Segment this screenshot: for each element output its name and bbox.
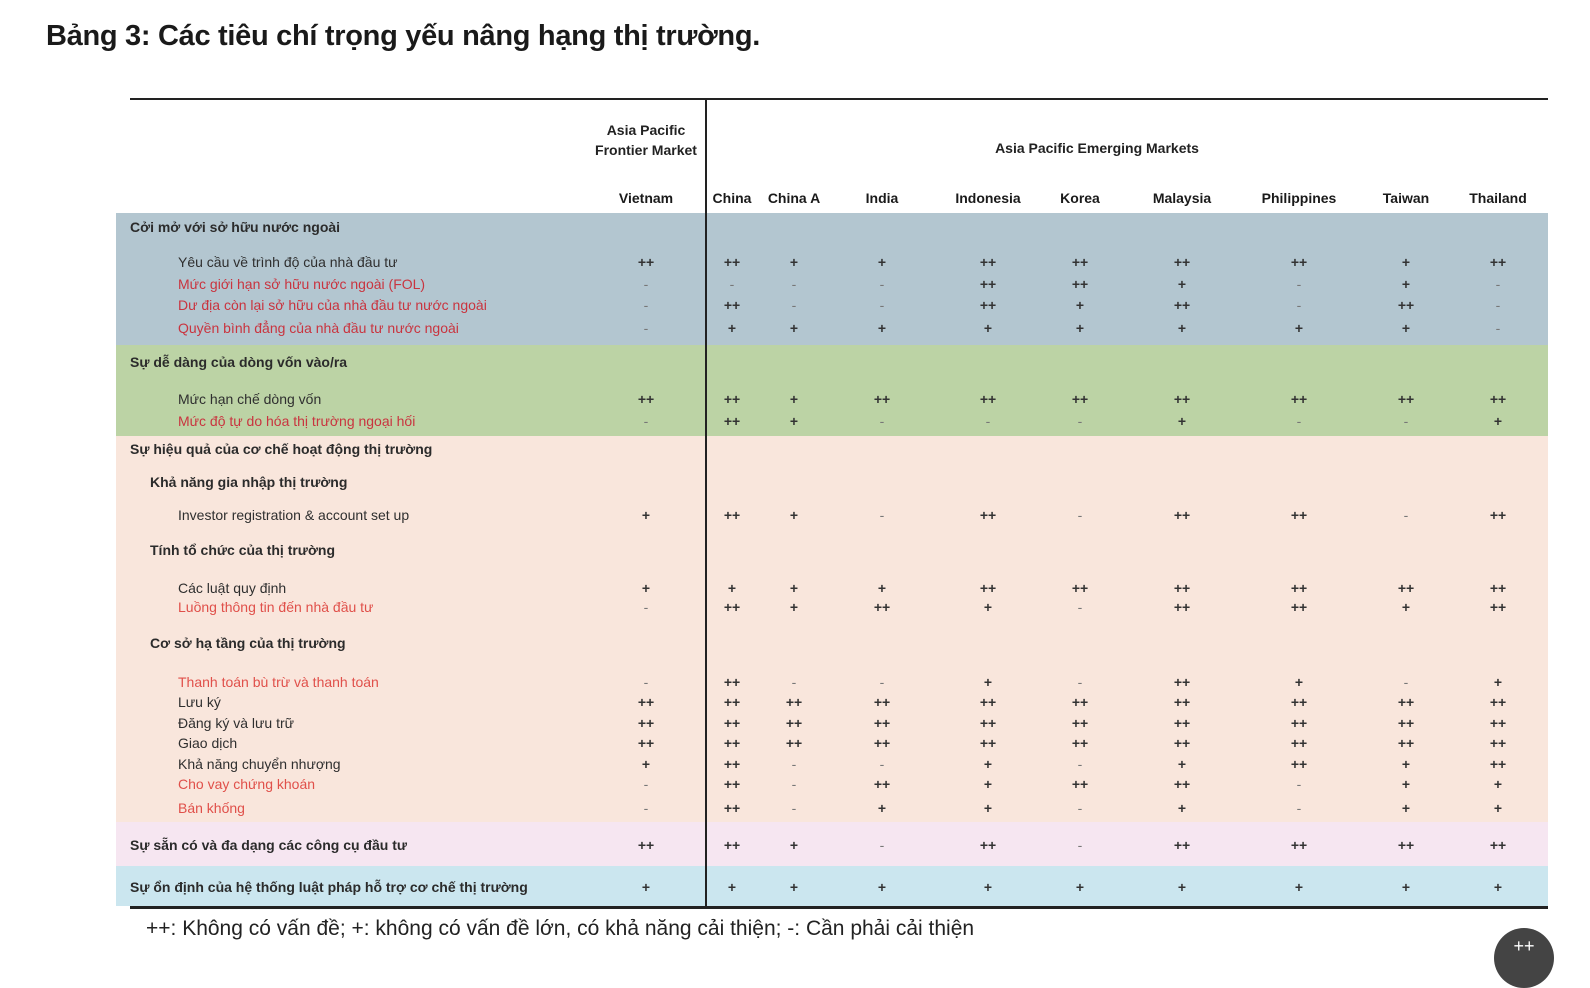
rating-cell: ++ xyxy=(723,776,741,792)
rating-cell: + xyxy=(641,507,651,523)
table-row xyxy=(116,274,1548,294)
rating-cell: + xyxy=(983,800,993,816)
rating-cell: + xyxy=(1401,879,1411,895)
rating-cell: ++ xyxy=(1290,599,1308,615)
rating-cell: - xyxy=(1077,837,1083,853)
table-row xyxy=(116,597,1548,617)
rating-cell: ++ xyxy=(637,715,655,731)
rating-cell: + xyxy=(1401,776,1411,792)
country-header: India xyxy=(865,190,899,206)
rating-cell: + xyxy=(1177,800,1187,816)
row-label: Cởi mở với sở hữu nước ngoài xyxy=(130,219,341,235)
rating-cell: + xyxy=(789,254,799,270)
rating-cell: + xyxy=(877,254,887,270)
rating-cell: ++ xyxy=(1290,254,1308,270)
rating-cell: ++ xyxy=(979,297,997,313)
page-title: Bảng 3: Các tiêu chí trọng yếu nâng hạng thị trường. xyxy=(46,20,760,52)
country-header: Taiwan xyxy=(1382,190,1430,206)
country-header: Philippines xyxy=(1261,190,1337,206)
rating-cell: ++ xyxy=(1397,735,1415,751)
rating-cell: + xyxy=(1401,276,1411,292)
rating-cell: - xyxy=(791,276,797,292)
row-label: Khả năng chuyển nhượng xyxy=(178,756,341,772)
row-label: Cho vay chứng khoán xyxy=(178,776,316,792)
rating-cell: + xyxy=(789,837,799,853)
rating-cell: + xyxy=(1177,413,1187,429)
header-frontier-line-2: Frontier Market xyxy=(595,142,697,158)
rating-cell: - xyxy=(1495,297,1501,313)
rating-cell: ++ xyxy=(723,715,741,731)
criteria-table xyxy=(116,98,1548,924)
rating-cell: - xyxy=(1495,320,1501,336)
rating-cell: - xyxy=(1296,776,1302,792)
rating-cell: - xyxy=(791,800,797,816)
rating-cell: ++ xyxy=(1397,694,1415,710)
header-frontier-market xyxy=(586,120,706,160)
rating-cell: + xyxy=(789,599,799,615)
rating-cell: + xyxy=(877,580,887,596)
rating-cell: + xyxy=(641,756,651,772)
table-row xyxy=(116,472,1548,492)
rating-cell: ++ xyxy=(979,735,997,751)
rating-cell: ++ xyxy=(1290,756,1308,772)
rating-cell: ++ xyxy=(1397,715,1415,731)
rating-cell: + xyxy=(1294,879,1304,895)
rating-cell: ++ xyxy=(1173,599,1191,615)
rating-cell: ++ xyxy=(723,735,741,751)
country-header: Indonesia xyxy=(955,190,1021,206)
rating-cell: ++ xyxy=(723,254,741,270)
rating-cell: ++ xyxy=(1173,297,1191,313)
rating-cell: - xyxy=(1077,413,1083,429)
rating-cell: - xyxy=(643,320,649,336)
rating-cell: + xyxy=(1493,674,1503,690)
rating-cell: + xyxy=(1493,776,1503,792)
table-row xyxy=(116,733,1548,753)
rating-cell: + xyxy=(1294,674,1304,690)
rating-cell: ++ xyxy=(1489,694,1507,710)
rating-cell: ++ xyxy=(723,413,741,429)
rating-cell: ++ xyxy=(1173,507,1191,523)
rating-cell: - xyxy=(643,413,649,429)
row-label: Luồng thông tin đến nhà đầu tư xyxy=(178,599,374,615)
rating-cell: - xyxy=(643,276,649,292)
rating-cell: ++ xyxy=(1290,507,1308,523)
rating-cell: ++ xyxy=(637,837,655,853)
rating-cell: + xyxy=(1401,320,1411,336)
rating-cell: - xyxy=(879,413,885,429)
rating-cell: - xyxy=(791,297,797,313)
row-label: Sự sẵn có và đa dạng các công cụ đầu tư xyxy=(130,837,408,853)
rating-cell: + xyxy=(877,879,887,895)
rating-cell: ++ xyxy=(1290,694,1308,710)
table-row xyxy=(116,352,1548,372)
country-header: China xyxy=(712,190,752,206)
rating-cell: + xyxy=(789,580,799,596)
rating-cell: + xyxy=(983,320,993,336)
rating-cell: ++ xyxy=(723,507,741,523)
rating-cell: ++ xyxy=(723,694,741,710)
rating-cell: - xyxy=(791,674,797,690)
row-label: Bán khống xyxy=(178,800,245,816)
legend-note: ++: Không có vấn đề; +: không có vấn đề lớn, có khả năng cải thiện; -: Cần phải cải thiện xyxy=(146,917,975,940)
table-row xyxy=(116,774,1548,794)
rating-cell: - xyxy=(729,276,735,292)
rating-cell: ++ xyxy=(637,254,655,270)
rating-cell: + xyxy=(789,320,799,336)
rating-cell: + xyxy=(789,391,799,407)
rating-cell: + xyxy=(983,756,993,772)
rating-cell: - xyxy=(643,776,649,792)
rating-cell: + xyxy=(983,674,993,690)
rating-cell: ++ xyxy=(1489,580,1507,596)
rating-cell: ++ xyxy=(1489,254,1507,270)
rating-cell: - xyxy=(1077,756,1083,772)
rating-cell: - xyxy=(1296,413,1302,429)
table-row xyxy=(116,713,1548,733)
rating-cell: - xyxy=(1296,297,1302,313)
row-label: Mức hạn chế dòng vốn xyxy=(178,391,322,407)
rating-cell: ++ xyxy=(1071,580,1089,596)
table-row xyxy=(116,835,1548,855)
rating-cell: + xyxy=(1075,879,1085,895)
rating-cell: - xyxy=(791,756,797,772)
rating-cell: + xyxy=(727,320,737,336)
rating-cell: ++ xyxy=(1397,297,1415,313)
row-label: Đăng ký và lưu trữ xyxy=(178,715,295,731)
rating-cell: ++ xyxy=(723,297,741,313)
rating-cell: ++ xyxy=(1173,694,1191,710)
rating-cell: - xyxy=(643,800,649,816)
country-header: Malaysia xyxy=(1152,190,1212,206)
table-row xyxy=(116,798,1548,818)
rating-cell: - xyxy=(1077,599,1083,615)
rating-cell: ++ xyxy=(723,756,741,772)
row-label: Mức giới hạn sở hữu nước ngoài (FOL) xyxy=(178,276,426,292)
table-row xyxy=(116,877,1548,897)
floating-action-button[interactable]: ++ xyxy=(1494,928,1554,988)
rating-cell: + xyxy=(1493,879,1503,895)
rating-cell: + xyxy=(727,580,737,596)
rating-cell: ++ xyxy=(1173,391,1191,407)
rating-cell: ++ xyxy=(979,276,997,292)
rating-cell: ++ xyxy=(1489,507,1507,523)
table-row xyxy=(116,295,1548,315)
rating-cell: + xyxy=(1075,297,1085,313)
rating-cell: ++ xyxy=(1489,391,1507,407)
rating-cell: ++ xyxy=(723,800,741,816)
rating-cell: ++ xyxy=(873,735,891,751)
rating-cell: + xyxy=(1177,320,1187,336)
rating-cell: ++ xyxy=(1173,580,1191,596)
rating-cell: ++ xyxy=(979,507,997,523)
country-header: Vietnam xyxy=(618,190,674,206)
row-label: Khả năng gia nhập thị trường xyxy=(150,474,348,490)
rating-cell: - xyxy=(879,674,885,690)
table-row xyxy=(116,505,1548,525)
rating-cell: ++ xyxy=(873,694,891,710)
rating-cell: ++ xyxy=(723,599,741,615)
rating-cell: ++ xyxy=(1489,599,1507,615)
rating-cell: ++ xyxy=(785,694,803,710)
rating-cell: ++ xyxy=(979,837,997,853)
rating-cell: ++ xyxy=(1173,715,1191,731)
rating-cell: - xyxy=(879,507,885,523)
rating-cell: ++ xyxy=(1071,694,1089,710)
row-label: Thanh toán bù trừ và thanh toán xyxy=(178,674,379,690)
rating-cell: ++ xyxy=(873,715,891,731)
rating-cell: - xyxy=(1077,800,1083,816)
rating-cell: ++ xyxy=(637,735,655,751)
row-label: Giao dịch xyxy=(178,735,238,751)
country-header: Thailand xyxy=(1469,190,1527,206)
rating-cell: ++ xyxy=(979,715,997,731)
rating-cell: + xyxy=(877,320,887,336)
rating-cell: ++ xyxy=(1173,254,1191,270)
table-row xyxy=(116,633,1548,653)
rating-cell: ++ xyxy=(723,674,741,690)
rating-cell: ++ xyxy=(723,837,741,853)
rating-cell: ++ xyxy=(1489,735,1507,751)
rating-cell: + xyxy=(1401,800,1411,816)
row-label: Lưu ký xyxy=(178,694,221,710)
rating-cell: + xyxy=(983,599,993,615)
rating-cell: ++ xyxy=(785,715,803,731)
table-row xyxy=(116,578,1548,598)
table-row xyxy=(116,217,1548,237)
table-row xyxy=(116,318,1548,338)
rating-cell: ++ xyxy=(637,694,655,710)
country-header: Korea xyxy=(1060,190,1100,206)
row-label: Các luật quy định xyxy=(178,580,287,596)
rating-cell: ++ xyxy=(1290,735,1308,751)
row-label: Sự hiệu quả của cơ chế hoạt động thị trường xyxy=(130,441,433,457)
table-top-rule xyxy=(130,98,1548,100)
rating-cell: - xyxy=(791,776,797,792)
rating-cell: - xyxy=(1403,674,1409,690)
rating-cell: + xyxy=(789,413,799,429)
row-label: Investor registration & account set up xyxy=(178,507,410,523)
rating-cell: ++ xyxy=(1173,674,1191,690)
rating-cell: ++ xyxy=(1071,715,1089,731)
rating-cell: + xyxy=(727,879,737,895)
rating-cell: ++ xyxy=(1071,276,1089,292)
rating-cell: + xyxy=(789,507,799,523)
rating-cell: + xyxy=(1075,320,1085,336)
rating-cell: + xyxy=(641,879,651,895)
rating-cell: - xyxy=(879,276,885,292)
rating-cell: + xyxy=(1294,320,1304,336)
row-label: Sự ổn định của hệ thống luật pháp hỗ trợ cơ chế thị trường xyxy=(130,879,528,895)
rating-cell: + xyxy=(1401,254,1411,270)
rating-cell: ++ xyxy=(785,735,803,751)
table-bottom-rule xyxy=(130,906,1548,909)
rating-cell: + xyxy=(1493,800,1503,816)
row-label: Quyền bình đẳng của nhà đầu tư nước ngoài xyxy=(178,320,459,336)
row-label: Tính tổ chức của thị trường xyxy=(150,542,336,558)
table-row xyxy=(116,411,1548,431)
rating-cell: + xyxy=(983,776,993,792)
rating-cell: ++ xyxy=(1071,391,1089,407)
rating-cell: ++ xyxy=(1173,837,1191,853)
table-row xyxy=(116,692,1548,712)
rating-cell: + xyxy=(1493,413,1503,429)
rating-cell: ++ xyxy=(1173,735,1191,751)
rating-cell: ++ xyxy=(979,254,997,270)
rating-cell: + xyxy=(1401,756,1411,772)
table-row xyxy=(116,252,1548,272)
rating-cell: ++ xyxy=(1290,580,1308,596)
table-row xyxy=(116,540,1548,560)
header-emerging-markets: Asia Pacific Emerging Markets xyxy=(995,140,1199,156)
rating-cell: ++ xyxy=(1290,391,1308,407)
row-label: Dư địa còn lại sở hữu của nhà đầu tư nước ngoài xyxy=(178,297,487,313)
rating-cell: ++ xyxy=(1290,715,1308,731)
rating-cell: + xyxy=(789,879,799,895)
table-row xyxy=(116,439,1548,459)
rating-cell: - xyxy=(1077,507,1083,523)
row-label: Sự dễ dàng của dòng vốn vào/ra xyxy=(130,354,348,370)
rating-cell: ++ xyxy=(979,391,997,407)
rating-cell: - xyxy=(1077,674,1083,690)
rating-cell: - xyxy=(985,413,991,429)
rating-cell: - xyxy=(643,297,649,313)
rating-cell: ++ xyxy=(1173,776,1191,792)
rating-cell: ++ xyxy=(1489,715,1507,731)
rating-cell: - xyxy=(1296,800,1302,816)
frontier-emerging-divider xyxy=(705,98,707,906)
rating-cell: ++ xyxy=(1397,580,1415,596)
rating-cell: - xyxy=(1296,276,1302,292)
row-label: Cơ sở hạ tầng của thị trường xyxy=(150,635,346,651)
rating-cell: - xyxy=(643,674,649,690)
rating-cell: ++ xyxy=(1071,776,1089,792)
rating-cell: ++ xyxy=(1397,837,1415,853)
table-row xyxy=(116,754,1548,774)
rating-cell: + xyxy=(877,800,887,816)
row-label: Mức độ tự do hóa thị trường ngoại hối xyxy=(178,413,416,429)
table-row xyxy=(116,389,1548,409)
country-header: China A xyxy=(767,190,821,206)
rating-cell: ++ xyxy=(873,391,891,407)
rating-cell: + xyxy=(641,580,651,596)
rating-cell: ++ xyxy=(1489,837,1507,853)
rating-cell: ++ xyxy=(1071,735,1089,751)
rating-cell: ++ xyxy=(1290,837,1308,853)
rating-cell: - xyxy=(879,837,885,853)
rating-cell: + xyxy=(1401,599,1411,615)
rating-cell: ++ xyxy=(1397,391,1415,407)
rating-cell: ++ xyxy=(979,580,997,596)
table-row xyxy=(116,672,1548,692)
row-label: Yêu cầu về trình độ của nhà đầu tư xyxy=(178,254,398,270)
rating-cell: ++ xyxy=(1489,756,1507,772)
rating-cell: + xyxy=(1177,879,1187,895)
header-frontier-line-1: Asia Pacific xyxy=(606,122,686,138)
rating-cell: ++ xyxy=(873,776,891,792)
rating-cell: - xyxy=(1495,276,1501,292)
rating-cell: - xyxy=(643,599,649,615)
rating-cell: + xyxy=(1177,276,1187,292)
rating-cell: + xyxy=(983,879,993,895)
rating-cell: - xyxy=(879,756,885,772)
rating-cell: ++ xyxy=(723,391,741,407)
rating-cell: ++ xyxy=(637,391,655,407)
rating-cell: - xyxy=(1403,507,1409,523)
rating-cell: ++ xyxy=(979,694,997,710)
rating-cell: ++ xyxy=(873,599,891,615)
rating-cell: - xyxy=(879,297,885,313)
rating-cell: ++ xyxy=(1071,254,1089,270)
rating-cell: + xyxy=(1177,756,1187,772)
rating-cell: - xyxy=(1403,413,1409,429)
